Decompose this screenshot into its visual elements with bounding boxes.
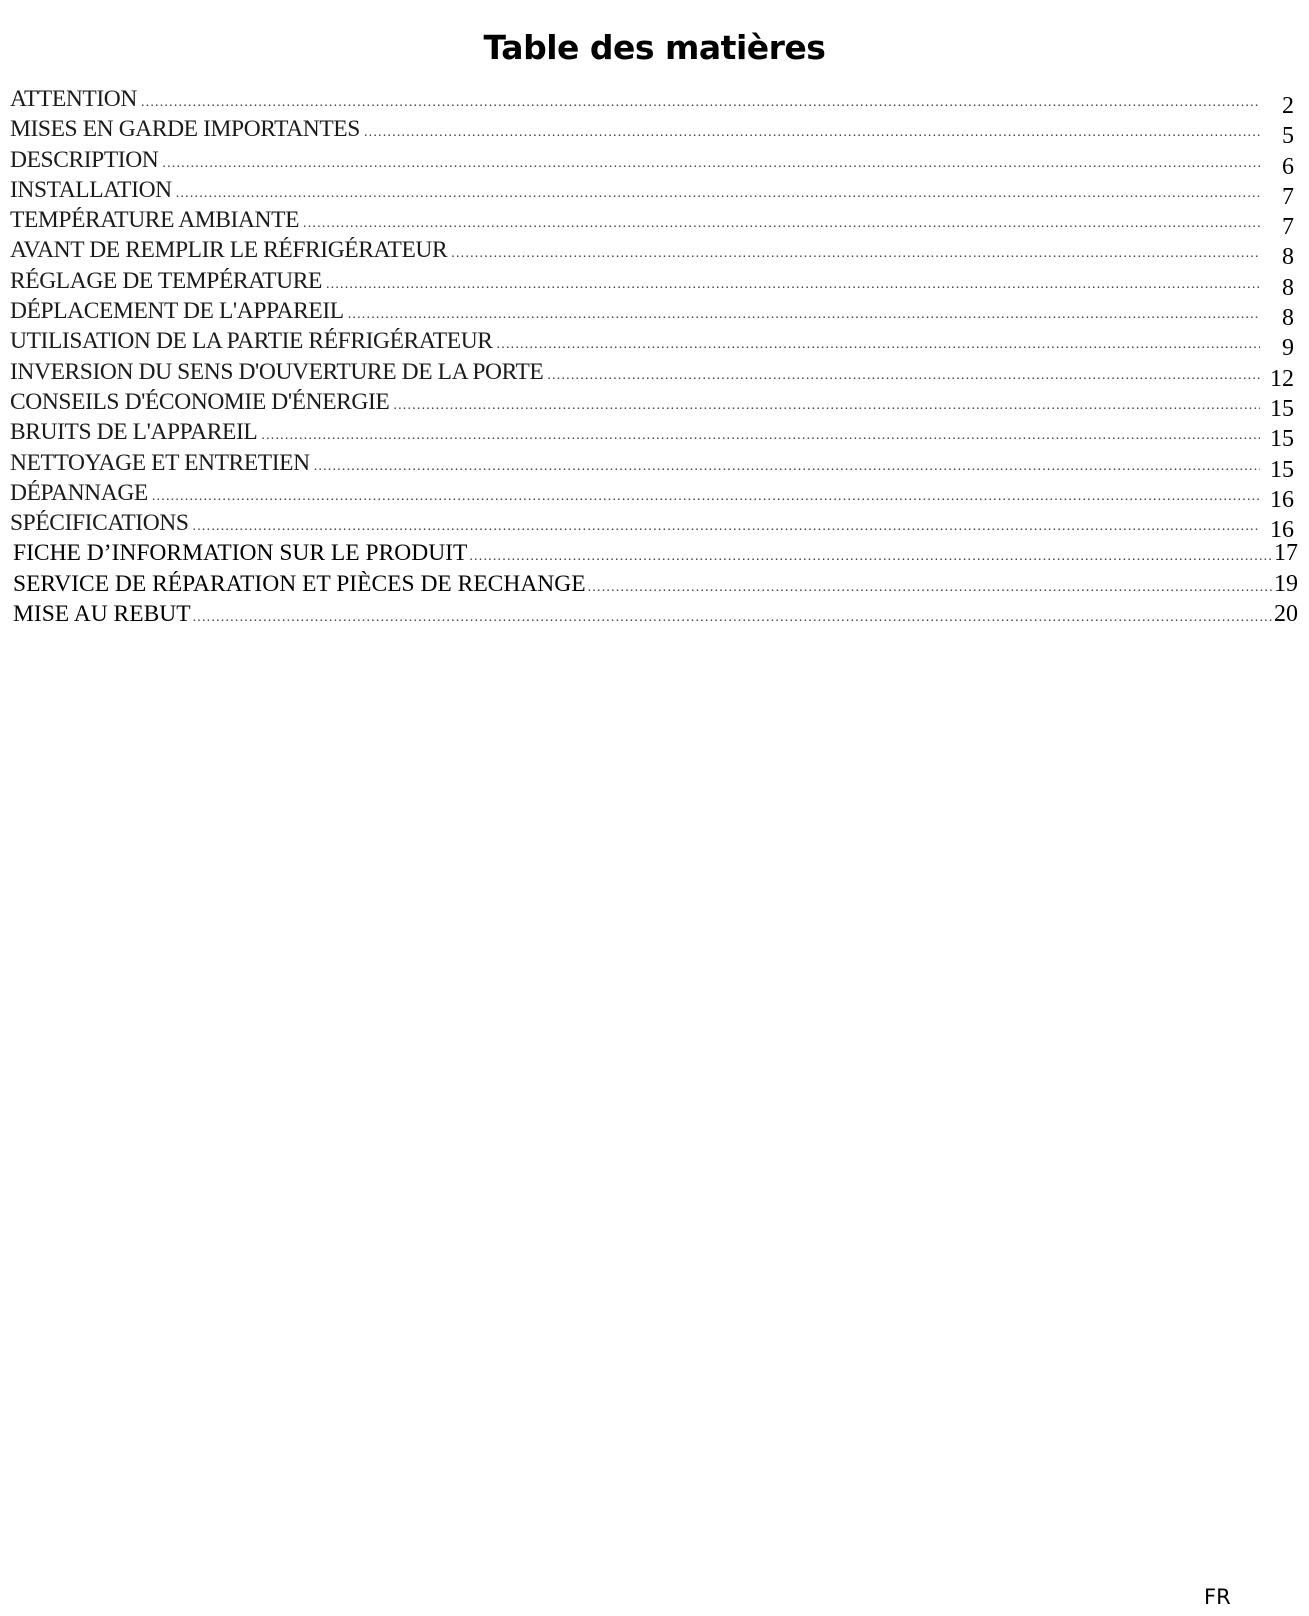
- toc-entry-label: UTILISATION DE LA PARTIE RÉFRIGÉRATEUR: [10, 328, 493, 355]
- toc-entry[interactable]: [10, 84, 1298, 114]
- dot-leader: [547, 361, 1260, 387]
- dot-leader: [326, 270, 1260, 296]
- toc-entry-label: DÉPLACEMENT DE L'APPAREIL: [10, 298, 344, 325]
- dot-leader: [193, 603, 1274, 629]
- toc-entry[interactable]: [10, 235, 1298, 265]
- toc-entry-label: DÉPANNAGE: [10, 479, 148, 506]
- toc-entry-page: 15: [1270, 426, 1294, 448]
- toc-entry-label: MISE AU REBUT: [13, 601, 191, 628]
- toc-entry-label: RÉGLAGE DE TEMPÉRATURE: [10, 267, 322, 294]
- toc-entry[interactable]: [10, 508, 1298, 538]
- toc-entry[interactable]: [10, 145, 1298, 175]
- toc-entry-label: SPÉCIFICATIONS: [10, 510, 189, 537]
- toc-entry-label: INVERSION DU SENS D'OUVERTURE DE LA PORTE: [10, 358, 544, 385]
- toc-entry-page: 9: [1282, 335, 1294, 357]
- toc-entry-label: NETTOYAGE ET ENTRETIEN: [10, 449, 310, 476]
- toc-entry[interactable]: [10, 448, 1298, 478]
- toc-entry[interactable]: [10, 538, 1298, 568]
- toc-entry-page: 7: [1282, 214, 1294, 236]
- toc-entry-page: 12: [1270, 365, 1294, 387]
- dot-leader: [451, 239, 1260, 265]
- footer-language-code: FR: [1204, 1585, 1231, 1609]
- dot-leader: [393, 391, 1260, 417]
- toc-entry-page: 7: [1282, 183, 1294, 206]
- toc-entry-page: 17: [1274, 540, 1298, 567]
- toc-entry[interactable]: [10, 175, 1298, 205]
- dot-leader: [141, 88, 1260, 114]
- toc-entry-label: FICHE D’INFORMATION SUR LE PRODUIT: [13, 540, 468, 567]
- toc-entry-label: ATTENTION: [10, 86, 137, 112]
- page-title: Table des matières: [483, 28, 826, 68]
- toc-entry-page: 19: [1274, 570, 1298, 597]
- toc-entry-label: BRUITS DE L'APPAREIL: [10, 419, 258, 446]
- toc-entry-label: AVANT DE REMPLIR LE RÉFRIGÉRATEUR: [10, 237, 448, 264]
- toc-entry[interactable]: [10, 569, 1298, 599]
- toc-entry[interactable]: [10, 326, 1298, 356]
- toc-entry-page: 8: [1282, 305, 1294, 327]
- toc-entry-page: 16: [1270, 486, 1294, 509]
- toc-entry[interactable]: [10, 296, 1298, 326]
- toc-entry-page: 16: [1270, 517, 1294, 539]
- toc-entry[interactable]: [10, 599, 1298, 629]
- toc-entry-page: 8: [1282, 244, 1294, 266]
- toc-entry-page: 15: [1270, 395, 1294, 418]
- dot-leader: [176, 179, 1260, 205]
- toc-entry[interactable]: [10, 114, 1298, 144]
- toc-entry-label: CONSEILS D'ÉCONOMIE D'ÉNERGIE: [10, 388, 390, 415]
- dot-leader: [303, 209, 1260, 235]
- toc-entry-page: 15: [1270, 456, 1294, 478]
- dot-leader: [193, 512, 1260, 538]
- dot-leader: [469, 542, 1274, 568]
- dot-leader: [588, 573, 1274, 599]
- toc-entry-label: INSTALLATION: [10, 176, 172, 203]
- toc-entry[interactable]: [10, 357, 1298, 387]
- dot-leader: [261, 421, 1260, 447]
- toc-entry-label: TEMPÉRATURE AMBIANTE: [10, 207, 300, 234]
- toc-entry-page: 2: [1282, 93, 1294, 115]
- dot-leader: [152, 482, 1260, 508]
- dot-leader: [348, 300, 1260, 326]
- toc-entry-page: 20: [1274, 601, 1298, 628]
- toc-entry[interactable]: [10, 417, 1298, 447]
- toc-entry-page: 8: [1282, 274, 1294, 297]
- toc-entry-label: SERVICE DE RÉPARATION ET PIÈCES DE RECHANGE: [13, 570, 586, 597]
- toc-entry[interactable]: [10, 266, 1298, 296]
- toc-entry[interactable]: [10, 205, 1298, 235]
- dot-leader: [314, 452, 1260, 478]
- dot-leader: [497, 330, 1260, 356]
- dot-leader: [364, 118, 1260, 144]
- table-of-contents: [10, 84, 1298, 629]
- toc-entry-page: 6: [1282, 153, 1294, 175]
- toc-entry-label: MISES EN GARDE IMPORTANTES: [10, 116, 360, 143]
- toc-entry[interactable]: [10, 387, 1298, 417]
- toc-entry-page: 5: [1282, 123, 1294, 145]
- toc-entry-label: DESCRIPTION: [10, 146, 159, 173]
- toc-entry[interactable]: [10, 478, 1298, 508]
- dot-leader: [162, 149, 1260, 175]
